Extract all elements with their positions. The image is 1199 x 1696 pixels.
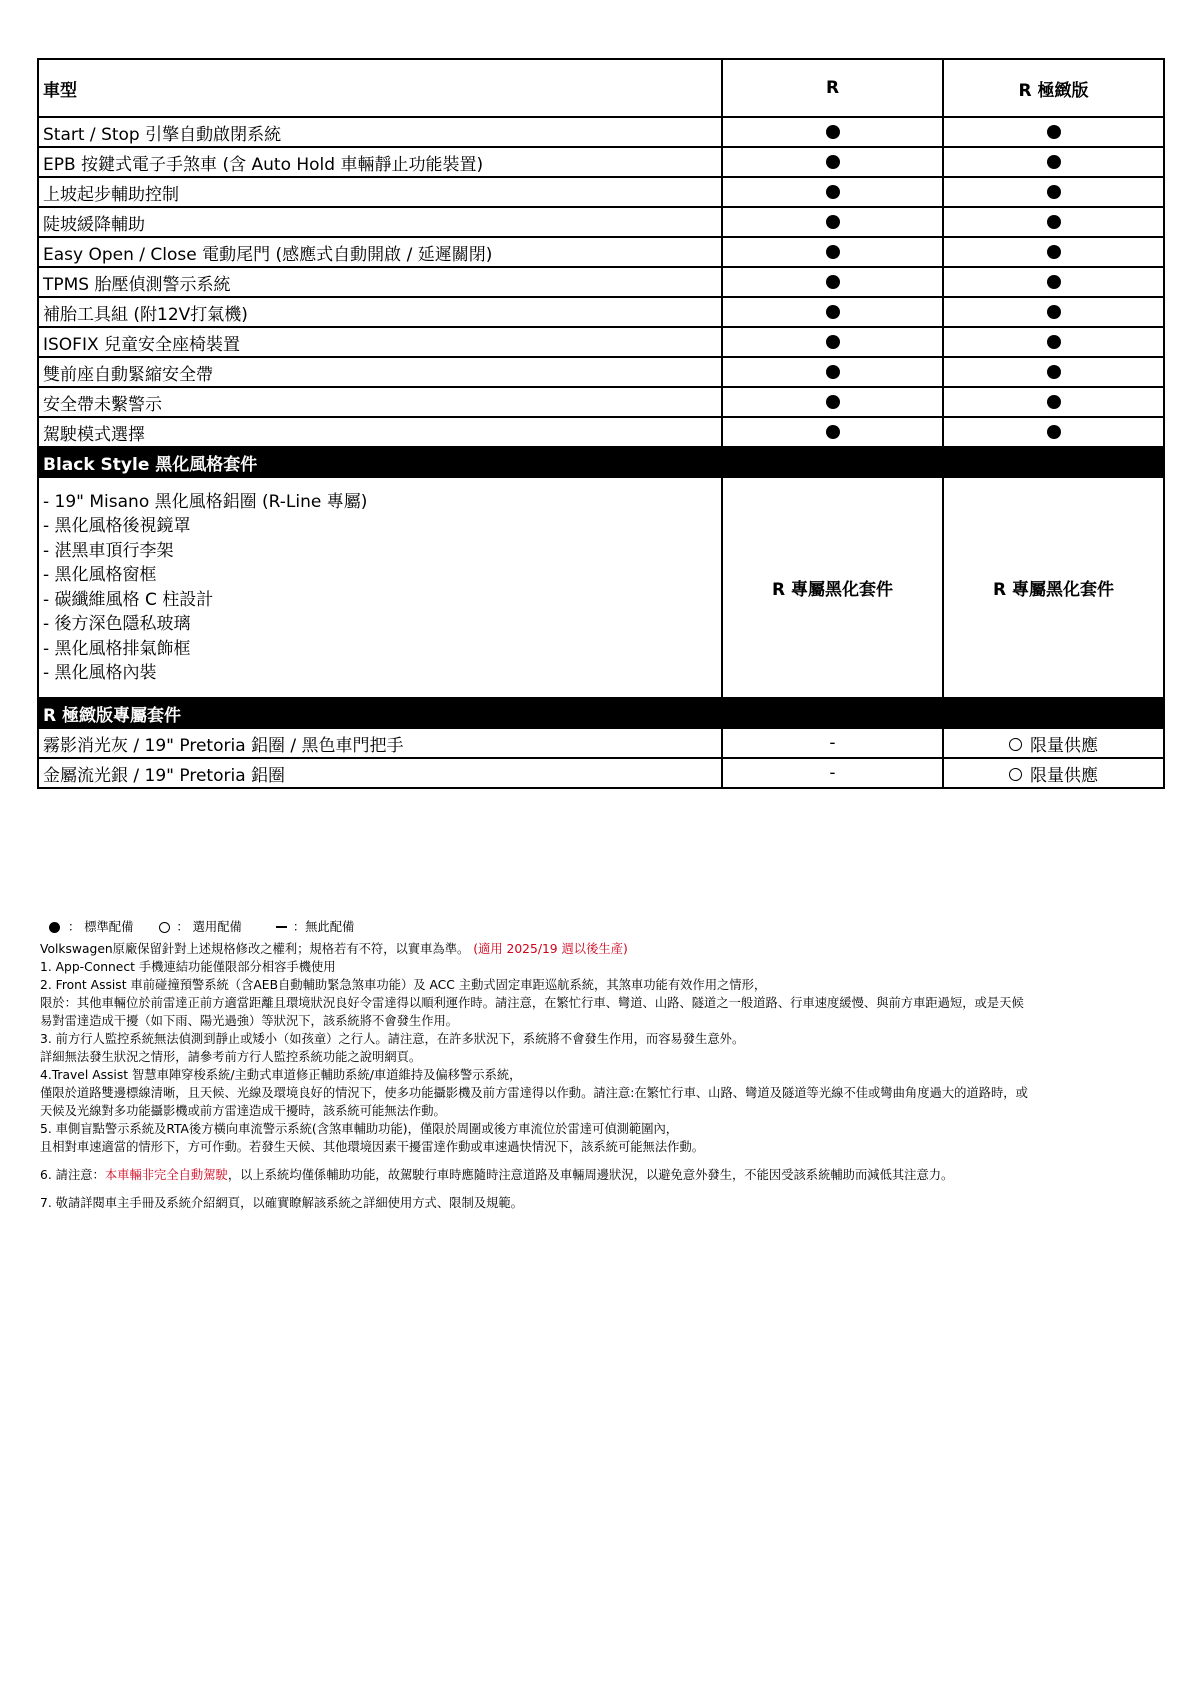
note-5a: 5. 車側盲點警示系統及RTA後方橫向車流警示系統(含煞車輔助功能)，僅限於周圍或後方車流位於雷達可偵測範圍內， <box>40 1122 679 1136</box>
note-6-prefix: 6. 請注意： <box>40 1168 105 1182</box>
standard-dot-icon <box>826 275 840 289</box>
feature-label: 陡坡緩降輔助 <box>38 207 722 237</box>
r-premium-value <box>943 758 1164 788</box>
table-row <box>38 177 1164 207</box>
standard-dot-icon <box>49 922 60 933</box>
note-2c: 易對雷達造成干擾（如下雨、陽光過強）等狀況下，該系統將不會發生作用。 <box>40 1014 459 1028</box>
standard-dot-icon <box>1047 305 1061 319</box>
note-6-text: ，以上系統均僅係輔助功能，故駕駛行車時應隨時注意道路及車輛周邊狀況，以避免意外發生，不能因受該系統輔助而減低其注意力。 <box>227 1168 954 1182</box>
header-r-premium: R 極緻版 <box>943 59 1164 117</box>
feature-label: 上坡起步輔助控制 <box>38 177 722 207</box>
header-r: R <box>722 59 943 117</box>
table-row <box>38 387 1164 417</box>
legend-none-text: ：無此配備 <box>292 920 355 934</box>
table-row <box>38 297 1164 327</box>
note-4c: 天候及光線對多功能攝影機或前方雷達造成干擾時，該系統可能無法作動。 <box>40 1104 446 1118</box>
standard-dot-icon <box>1047 245 1061 259</box>
note-2b: 限於：其他車輛位於前雷達正前方適當距離且環境狀況良好令雷達得以順利運作時。請注意，在繁忙行車、彎道、山路、隧道之一般道路、行車速度緩慢、與前方車距過短，或是天候 <box>40 996 1024 1010</box>
standard-dot-icon <box>826 425 840 439</box>
table-row <box>38 147 1164 177</box>
black-style-r-value: R 專屬黑化套件 <box>722 477 943 698</box>
section-premium <box>38 698 1164 728</box>
feature-label: 雙前座自動緊縮安全帶 <box>38 357 722 387</box>
table-row <box>38 117 1164 147</box>
table-row <box>38 357 1164 387</box>
note-4b: 僅限於道路雙邊標線清晰，且天候、光線及環境良好的情況下，使多功能攝影機及前方雷達得以作動。請注意:在繁忙行車、山路、彎道及隧道等光線不佳或彎曲角度過大的道路時，或 <box>40 1086 1028 1100</box>
note-4a: 4.Travel Assist 智慧車陣穿梭系統/主動式車道修正輔助系統/車道維持及偏移警示系統， <box>40 1068 522 1082</box>
feature-label: 補胎工具組 (附12V打氣機) <box>38 297 722 327</box>
standard-dot-icon <box>1047 185 1061 199</box>
table-row <box>38 327 1164 357</box>
standard-dot-icon <box>826 305 840 319</box>
feature-label: ISOFIX 兒童安全座椅裝置 <box>38 327 722 357</box>
dash-icon <box>276 926 287 928</box>
r-premium-text: 限量供應 <box>1030 735 1098 756</box>
black-style-package-row <box>38 477 1164 698</box>
standard-dot-icon <box>1047 155 1061 169</box>
list-item: - 後方深色隱私玻璃 <box>43 614 191 634</box>
note-6 <box>40 1166 1160 1184</box>
standard-dot-icon <box>1047 365 1061 379</box>
black-style-r-premium-value: R 專屬黑化套件 <box>943 477 1164 698</box>
table-row <box>38 207 1164 237</box>
list-item: - 黑化風格排氣飾框 <box>43 638 191 659</box>
table-row <box>38 237 1164 267</box>
section-title: R 極緻版專屬套件 <box>38 698 1164 728</box>
optional-circle-icon <box>1009 768 1022 781</box>
standard-dot-icon <box>826 365 840 379</box>
standard-dot-icon <box>1047 395 1061 409</box>
note-6-warning: 本車輛非完全自動駕駛 <box>104 1168 228 1182</box>
notes-section <box>40 918 1160 1212</box>
feature-label: 霧影消光灰 / 19" Pretoria 鋁圈 / 黑色車門把手 <box>38 728 722 758</box>
standard-dot-icon <box>826 155 840 169</box>
note-2a: 2. Front Assist 車前碰撞預警系統（含AEB自動輔助緊急煞車功能）及 ACC 主動式固定車距巡航系統，其煞車功能有效作用之情形， <box>40 978 767 992</box>
legend-none <box>276 918 355 936</box>
list-item: - 黑化風格內裝 <box>43 663 157 683</box>
list-item: - 黑化風格後視鏡罩 <box>43 516 191 536</box>
section-title: Black Style 黑化風格套件 <box>38 447 1164 477</box>
legend-standard <box>40 918 133 936</box>
standard-dot-icon <box>826 125 840 139</box>
standard-dot-icon <box>826 245 840 259</box>
note-7: 7. 敬請詳閱車主手冊及系統介紹網頁，以確實瞭解該系統之詳細使用方式、限制及規範。 <box>40 1196 523 1210</box>
standard-dot-icon <box>826 395 840 409</box>
note-1: 1. App-Connect 手機連結功能僅限部分相容手機使用 <box>40 960 336 974</box>
r-premium-value <box>943 728 1164 758</box>
standard-dot-icon <box>1047 125 1061 139</box>
r-value: - <box>722 758 943 788</box>
note-3b: 詳細無法發生狀況之情形，請參考前方行人監控系統功能之說明網頁。 <box>40 1050 422 1064</box>
standard-dot-icon <box>1047 215 1061 229</box>
standard-dot-icon <box>826 185 840 199</box>
standard-dot-icon <box>826 215 840 229</box>
standard-dot-icon <box>826 335 840 349</box>
header-model: 車型 <box>38 59 722 117</box>
spec-table <box>37 58 1165 789</box>
list-item: - 黑化風格窗框 <box>43 565 157 585</box>
disclaimer-red-text: (適用 2025/19 週以後生產) <box>473 942 628 956</box>
table-row <box>38 758 1164 788</box>
standard-dot-icon <box>1047 275 1061 289</box>
feature-label: 駕駛模式選擇 <box>38 417 722 447</box>
r-premium-text: 限量供應 <box>1030 765 1098 786</box>
legend-optional-text: ： 選用配備 <box>176 920 242 934</box>
note-5b: 且相對車速適當的情形下，方可作動。若發生天候、其他環境因素干擾雷達作動或車速過快情況下，該系統可能無法作動。 <box>40 1140 705 1154</box>
disclaimer-text: Volkswagen原廠保留針對上述規格修改之權利；規格若有不符，以實車為準。 <box>40 942 470 956</box>
feature-label: TPMS 胎壓偵測警示系統 <box>38 267 722 297</box>
list-item: - 碳纖維風格 C 柱設計 <box>43 589 214 610</box>
feature-label: Easy Open / Close 電動尾門 (感應式自動開啟 / 延遲關閉) <box>38 237 722 267</box>
disclaimer <box>40 940 1160 958</box>
standard-dot-icon <box>1047 335 1061 349</box>
list-item: - 19" Misano 黑化風格鋁圈 (R-Line 專屬) <box>43 491 368 512</box>
table-header-row <box>38 59 1164 117</box>
optional-circle-icon <box>159 922 170 933</box>
list-item: - 湛黑車頂行李架 <box>43 540 174 561</box>
feature-label: EPB 按鍵式電子手煞車 (含 Auto Hold 車輛靜止功能裝置) <box>38 147 722 177</box>
legend-standard-text: ： 標準配備 <box>68 920 134 934</box>
black-style-items <box>38 477 722 698</box>
feature-label: 金屬流光銀 / 19" Pretoria 鋁圈 <box>38 758 722 788</box>
table-row <box>38 267 1164 297</box>
legend-optional <box>159 918 241 936</box>
standard-dot-icon <box>1047 425 1061 439</box>
feature-label: Start / Stop 引擎自動啟閉系統 <box>38 117 722 147</box>
note-3a: 3. 前方行人監控系統無法偵測到靜止或矮小（如孩童）之行人。請注意，在許多狀況下，系統將不會發生作用，而容易發生意外。 <box>40 1032 745 1046</box>
feature-label: 安全帶未繫警示 <box>38 387 722 417</box>
section-black-style <box>38 447 1164 477</box>
table-row <box>38 417 1164 447</box>
r-value: - <box>722 728 943 758</box>
optional-circle-icon <box>1009 738 1022 751</box>
legend <box>40 918 1160 936</box>
table-row <box>38 728 1164 758</box>
